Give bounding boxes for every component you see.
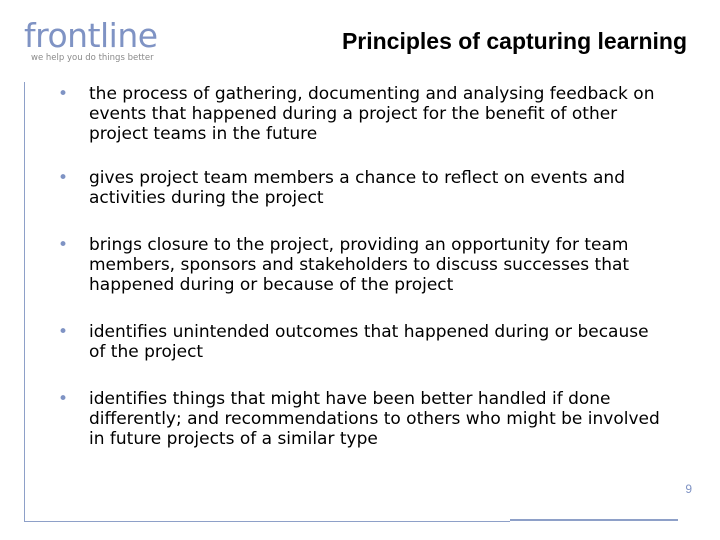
bullet-text: brings closure to the project, providing an opportunity for team members, sponsors and stakeholders to discuss successes that happened during or because of the project: [89, 235, 630, 295]
bullet-icon: •: [58, 389, 69, 409]
bullet-text: identifies things that might have been better handled if done differently; and recommendations to others who might be involved in future projects of a similar type: [89, 389, 660, 449]
frame-bottom-rule-right: [510, 519, 678, 521]
frame-left-rule: [24, 82, 25, 522]
frontline-logo: [24, 16, 158, 63]
slide-title: Principles of capturing learning: [341, 28, 687, 54]
bullet-item: [58, 168, 668, 208]
bullet-icon: •: [58, 84, 69, 104]
bullet-item: [58, 389, 668, 449]
bullet-text: the process of gathering, documenting and analysing feedback on events that happened during a project for the benefit of other project teams in the future: [89, 84, 655, 144]
page-number: 9: [685, 482, 692, 496]
bullet-item: [58, 235, 668, 295]
bullet-item: [58, 84, 668, 144]
logo-wordmark: frontline: [24, 16, 158, 55]
bullet-text: gives project team members a chance to reflect on events and activities during the project: [89, 168, 625, 208]
bullet-icon: •: [58, 235, 69, 255]
bullet-icon: •: [58, 168, 69, 188]
frame-bottom-rule: [24, 521, 510, 522]
logo-tagline: we help you do things better: [31, 53, 154, 63]
bullet-text: identifies unintended outcomes that happened during or because of the project: [89, 322, 649, 362]
bullet-item: [58, 322, 668, 362]
bullet-icon: •: [58, 322, 69, 342]
